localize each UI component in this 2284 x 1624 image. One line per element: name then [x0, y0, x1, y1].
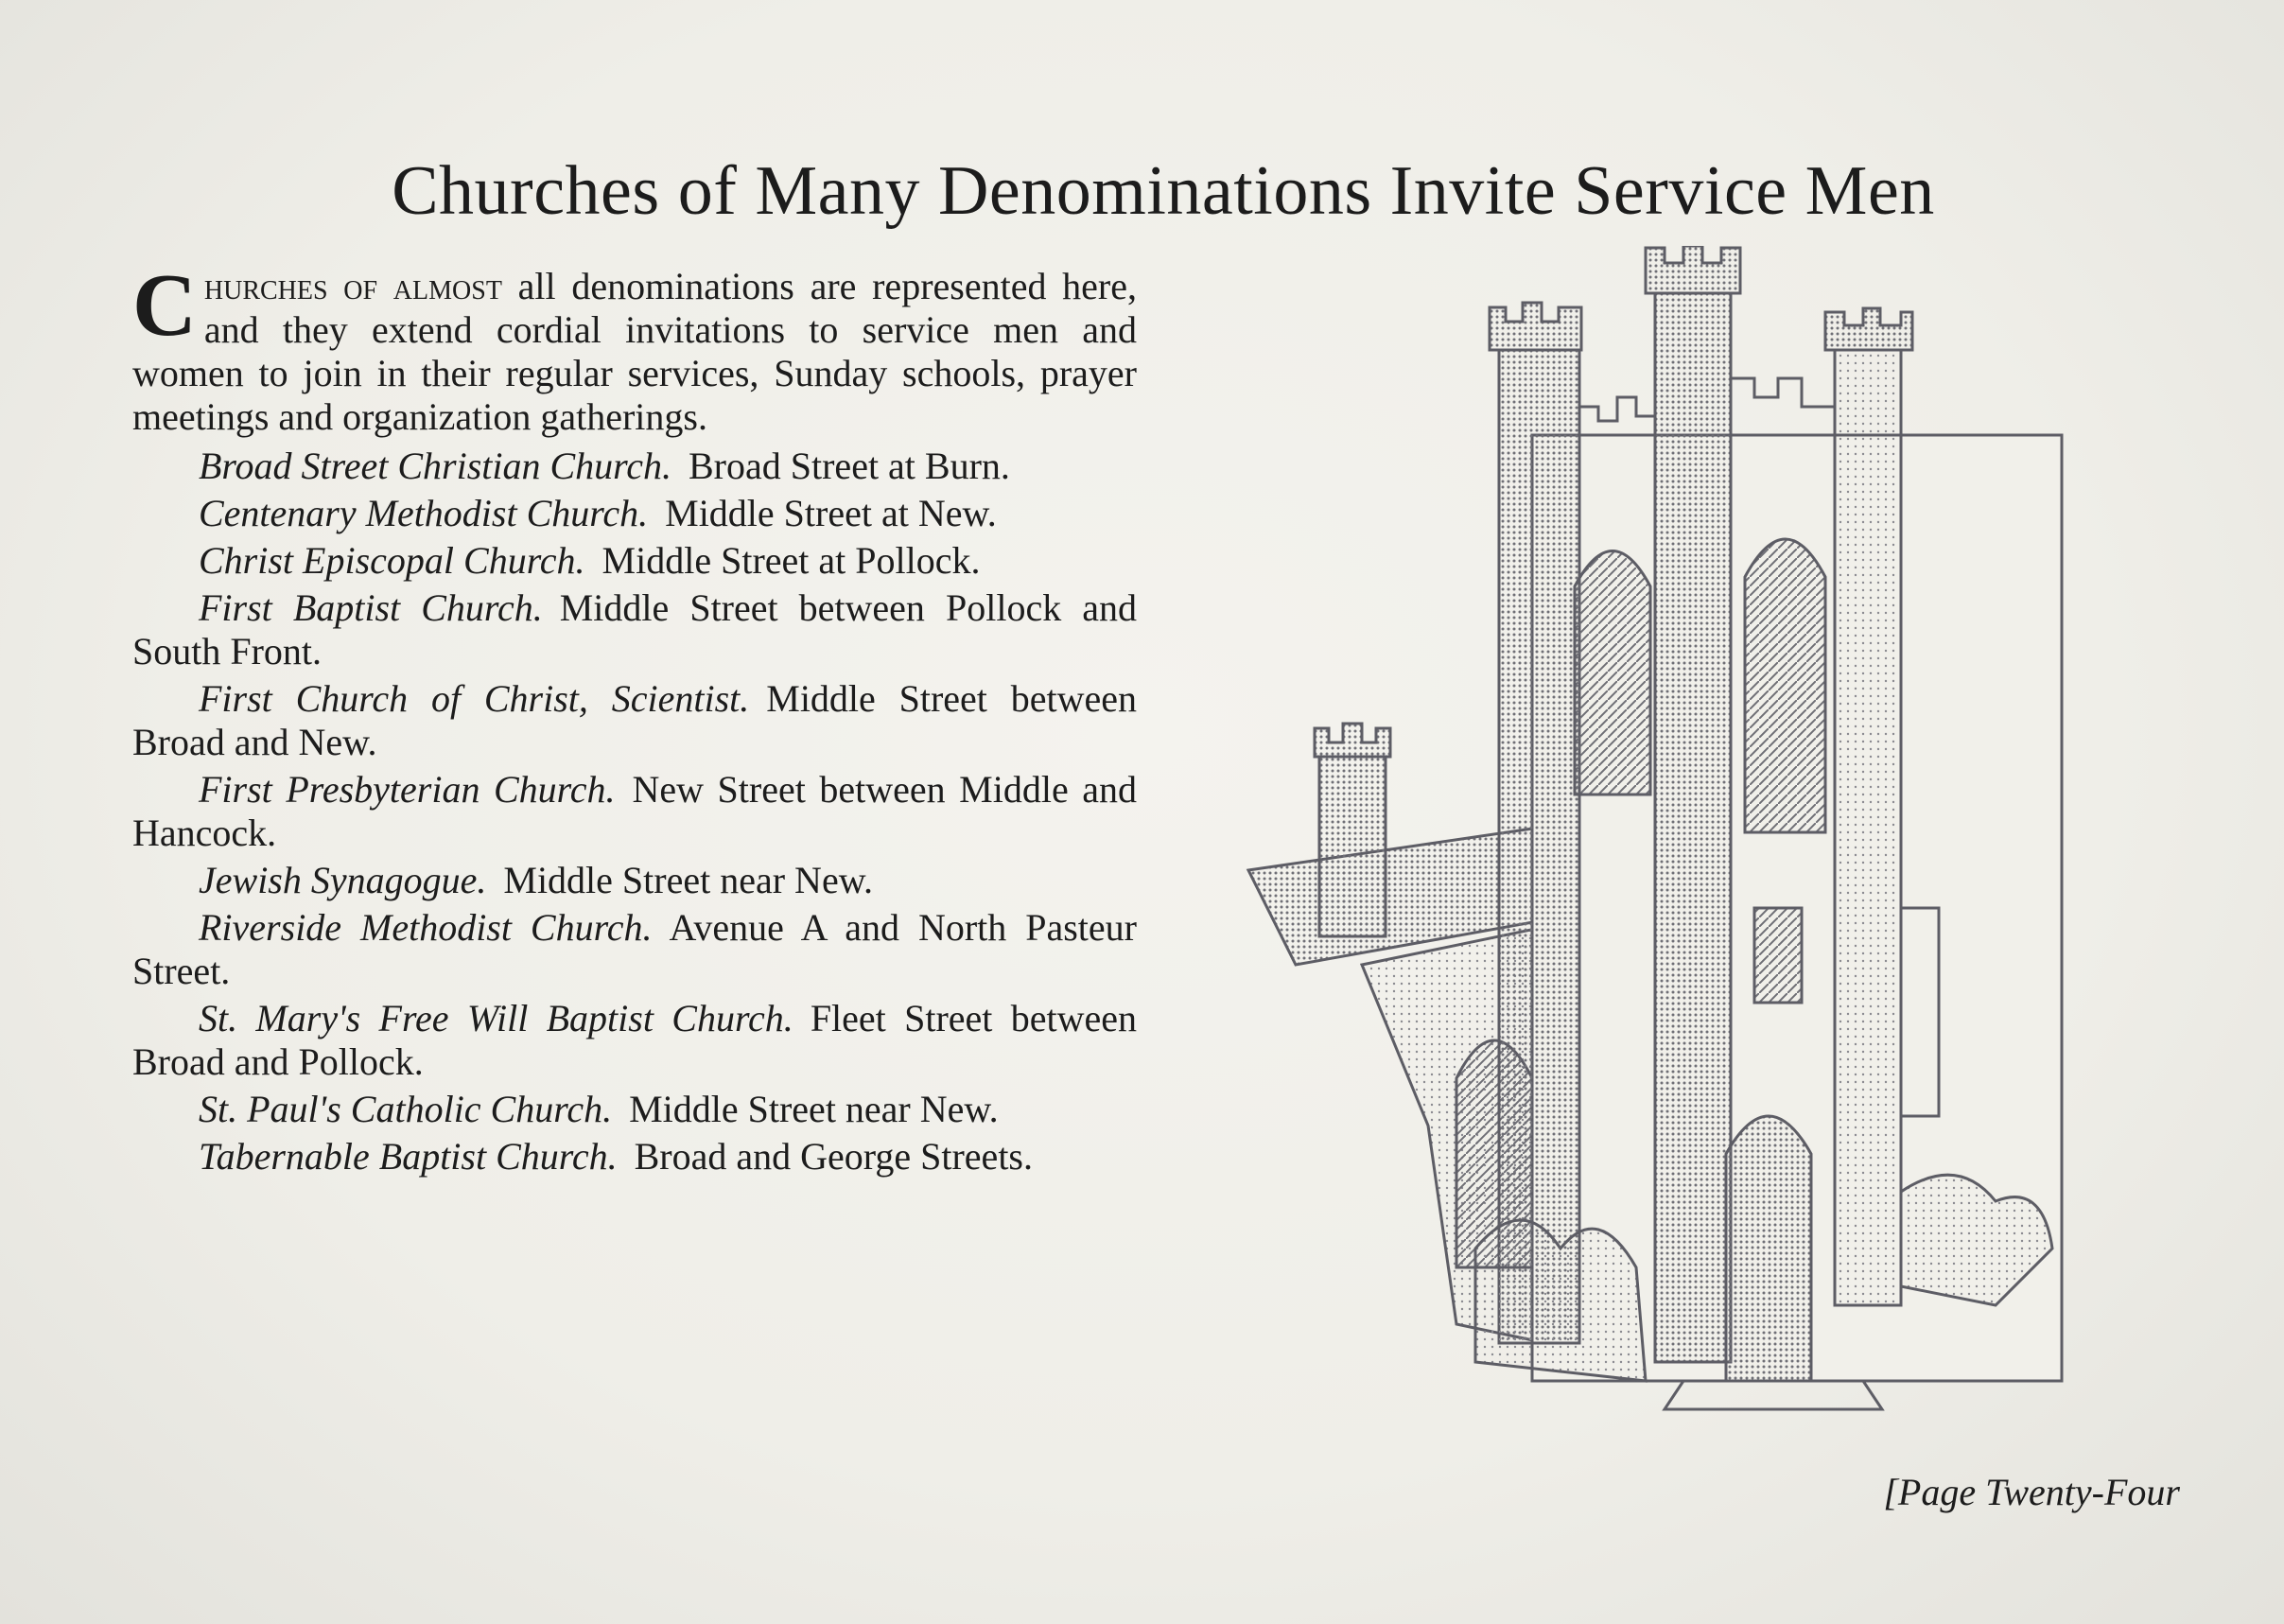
church-entry	[132, 586, 1137, 673]
church-location: Middle Street between Broad and New.	[132, 677, 1137, 763]
church-entry	[132, 539, 1137, 583]
church-entry	[132, 445, 1137, 488]
church-location: Middle Street between Pollock and South Front.	[132, 586, 1137, 672]
church-name: Centenary Methodist Church.	[199, 492, 649, 534]
church-name: Christ Episcopal Church.	[199, 539, 585, 582]
church-name: St. Mary's Free Will Baptist Church.	[199, 997, 793, 1039]
page-title: Churches of Many Denominations Invite Service Men	[392, 152, 1935, 230]
church-name: Jewish Synagogue.	[199, 859, 487, 901]
church-location: Middle Street at Pollock.	[602, 539, 981, 582]
church-entry	[132, 1088, 1137, 1131]
church-location: Middle Street near New.	[629, 1088, 999, 1130]
page-number: [Page Twenty-Four	[1883, 1471, 2180, 1513]
church-name: Broad Street Christian Church.	[199, 445, 671, 487]
church-entry	[132, 997, 1137, 1084]
church-entry	[132, 492, 1137, 535]
church-location: Avenue A and North Pasteur Street.	[132, 906, 1137, 992]
church-location: Fleet Street between Broad and Pollock.	[132, 997, 1137, 1083]
church-location: Middle Street near New.	[503, 859, 873, 901]
intro-lead: hurches of almost	[203, 265, 502, 307]
church-location: Middle Street at New.	[665, 492, 997, 534]
drop-cap: C	[132, 256, 197, 355]
church-entry	[132, 1135, 1137, 1179]
church-location: New Street between Middle and Hancock.	[132, 768, 1137, 854]
church-tower-illustration	[1239, 246, 2090, 1466]
church-name: First Baptist Church.	[199, 586, 543, 629]
church-entry	[132, 677, 1137, 764]
intro-text: all denominations are represented here, and they extend cordial invitations to service men and women to join in their regular services, Sunday schools, prayer meetings and organization gatherings.	[132, 265, 1137, 438]
church-name: Tabernable Baptist Church.	[199, 1135, 618, 1178]
text-column	[132, 256, 1137, 1179]
church-location: Broad Street at Burn.	[689, 445, 1010, 487]
church-name: First Church of Christ, Scientist.	[199, 677, 750, 720]
church-entry	[132, 768, 1137, 855]
intro-paragraph	[132, 256, 1137, 439]
church-name: Riverside Methodist Church.	[199, 906, 653, 949]
church-name: First Presbyterian Church.	[199, 768, 616, 811]
church-location: Broad and George Streets.	[634, 1135, 1033, 1178]
church-entry	[132, 906, 1137, 993]
church-name: St. Paul's Catholic Church.	[199, 1088, 613, 1130]
church-entry	[132, 859, 1137, 902]
